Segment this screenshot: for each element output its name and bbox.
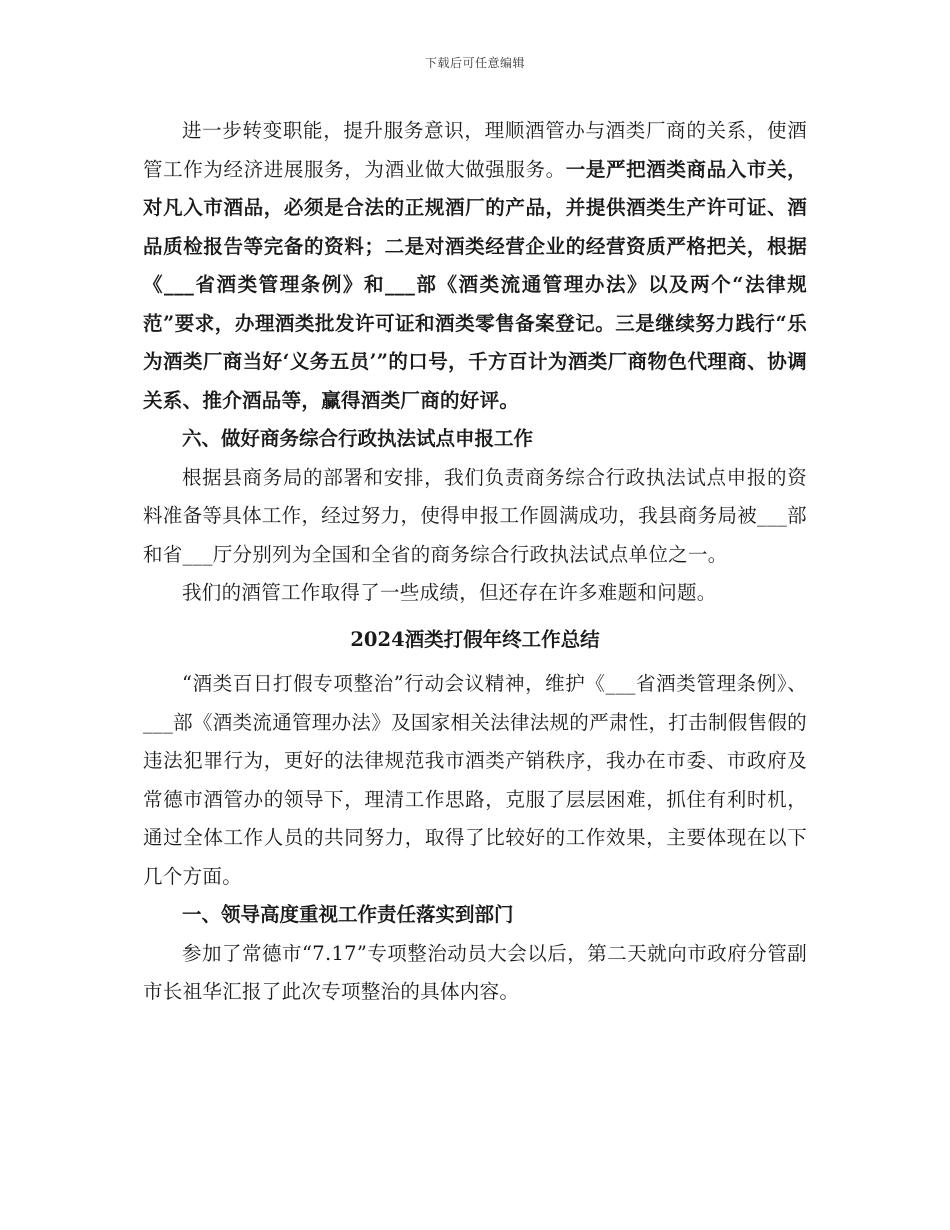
page-header-note: 下载后可任意编辑 — [424, 56, 525, 70]
paragraph-pilot: 根据县商务局的部署和安排，我们负责商务综合行政执法试点申报的资料准备等具体工作，经过努力，使得申报工作圆满成功，我县商务局被___部和省___厅分别列为全国和全省的商务综合行政执法试点单位之一。 — [143, 465, 807, 566]
paragraph-intro: “酒类百日打假专项整治”行动会议精神，维护《___省酒类管理条例》、___部《酒类流通管理办法》及国家相关法律法规的严肃性，打击制假售假的违法犯罪行为，更好的法律规范我市酒类产销秩序，我办在市委、市政府及常德市酒管办的领导下，理清工作思路，克服了层层困难，抓住有利时机，通过全体工作人员的共同努力，取得了比较好的工作效果，主要体现在以下几个方面。 — [143, 672, 807, 888]
document-title: 2024酒类打假年终工作总结 — [350, 627, 600, 651]
paragraph-meeting: 参加了常德市“7.17”专项整治动员大会以后，第二天就向市政府分管副市长祖华汇报了此次专项整治的具体内容。 — [143, 941, 807, 1003]
paragraph-problems: 我们的酒管工作取得了一些成绩，但还存在许多难题和问题。 — [182, 581, 717, 604]
paragraph-service — [143, 112, 807, 420]
paragraph-service-lead: 进一步转变职能，提升服务意识，理顺酒管办与酒类厂商的关系，使酒管工作为经济进展服务，为酒业做大做强服务。 — [143, 119, 807, 181]
section-heading-6: 六、做好商务综合行政执法试点申报工作 — [182, 427, 534, 450]
section-heading-1: 一、领导高度重视工作责任落实到部门 — [182, 903, 514, 926]
document-body — [143, 112, 807, 1012]
paragraph-service-bold: 一是严把酒类商品入市关，对凡入市酒品，必须是合法的正规酒厂的产品，并提供酒类生产许可证、酒品质检报告等完备的资料；二是对酒类经营企业的经营资质严格把关，根据《___省酒类管理条例》和___部《酒类流通管理办法》以及两个“法律规范”要求，办理酒类批发许可证和酒类零售备案登记。三是继续努力践行“乐为酒类厂商当好‘义务五员’”的口号，千方百计为酒类厂商物色代理商、协调关系、推介酒品等，赢得酒类厂商的好评。 — [143, 157, 807, 412]
